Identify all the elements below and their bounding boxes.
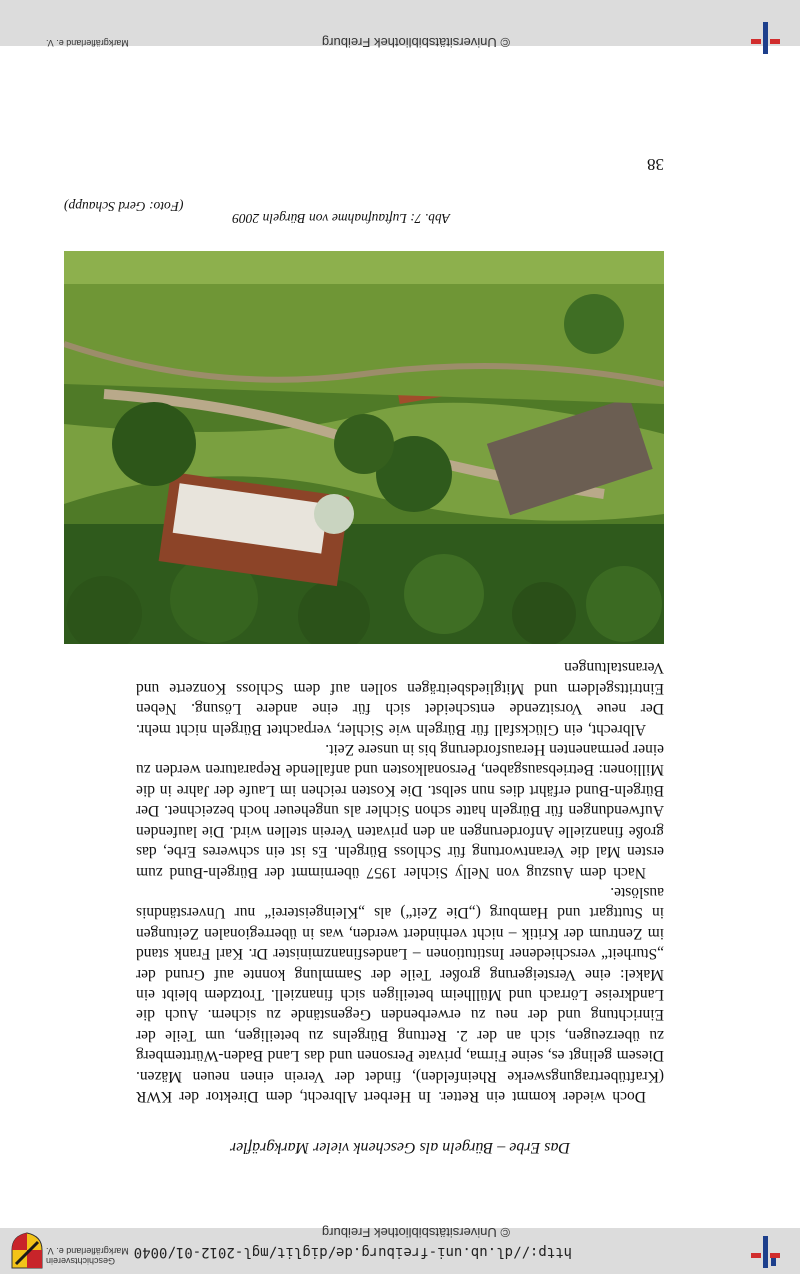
header-bar (0, 1225, 800, 1274)
society-name (46, 1246, 152, 1266)
paragraph: Nach dem Auszug von Nelly Sichler 1957 übernimmt der Bürgeln-Bund zum ersten Mal die Verantwortung für Schloss Bürgeln. Es ist ein schweres Erbe, das große finanzielle Anforderungen an den privaten Verein stellen wird. Die laufenden Aufwendungen für Bürgeln hatte schon Sichler als ungeheuer hoch bezeichnet. Der Bürgeln-Bund erfährt dies nun selbst. Die Kosten reichen im Laufe der Jahre in die Millionen: Betriebsausgaben, Personalkosten und anfallende Reparaturen werden zu einer permanenten Herausforderung bis in unsere Zeit. (136, 741, 664, 881)
ub-freiburg-logo-icon (748, 20, 784, 56)
running-head: Das Erbe – Bürgeln als Geschenk vieler Markgräfler (229, 1139, 571, 1156)
library-copyright: © Universitätsbibliothek Freiburg (321, 35, 510, 50)
aerial-photo (64, 251, 664, 644)
page-number: 38 (647, 155, 664, 174)
paragraph: Doch wieder kommt ein Retter. In Herbert Albrecht, dem Direktor der KWR (Kraftübertragungswerke Rheinfelden), findet der Verein einen neuen Mäzen. Diesem gelingt es, seine Firma, private Personen und das Land Baden-Württemberg zu überzeugen, sich an der 2. Rettung Bürgelns zu beteiligen, um Teile der Einrichtung und der neu zu erwerbenden Gegenstände zu sichern. Auch die Landkreise Lörrach und Müllheim beteiligen sich finanziell. Trotzdem bleibt ein Makel: eine Versteigerung großer Teile der Sammlung konnte auf Grund der „Sturheit“ verschiedener Institutionen – Landesfinanzminister Dr. Karl Frank stand im Zentrum der Kritik – nicht verhindert werden, was in überregionalen Zeitungen in Stuttgart und Hamburg („Die Zeit“) als „Kleingeisterei“ nur Unverständnis auslöste. (136, 883, 664, 1105)
body-text (136, 657, 664, 1106)
paragraph: Albrecht, ein Glücksfall für Bürgeln wie Sichler, verpachtet Bürgeln nicht mehr. Der neue Vorsitzende entscheidet sich für eine andere Lösung. Neben Eintrittsgeldern und Mitgliedsbeiträgen sollen auf dem Schloss Konzerte und Veranstaltungen (136, 659, 664, 738)
society-line-2: Markgräflerland e. V. (46, 1246, 129, 1256)
document-url[interactable]: http://dl.ub.uni-freiburg.de/diglit/mgl-2012-01/0040 (133, 1244, 572, 1260)
ub-freiburg-logo-icon (748, 1234, 784, 1270)
geschichtsverein-crest-icon (10, 1232, 44, 1270)
library-copyright: © Universitätsbibliothek Freiburg (321, 1225, 510, 1240)
footer-bar (0, 0, 800, 50)
caption-text: Abb. 7: Luftaufnahme von Bürgeln 2009 (232, 211, 450, 226)
society-name: Markgräflerland e. V. (46, 38, 129, 48)
photo-credit: (Foto: Gerd Schaupp) (64, 199, 184, 214)
society-line-1: Geschichtsverein (46, 1256, 116, 1266)
